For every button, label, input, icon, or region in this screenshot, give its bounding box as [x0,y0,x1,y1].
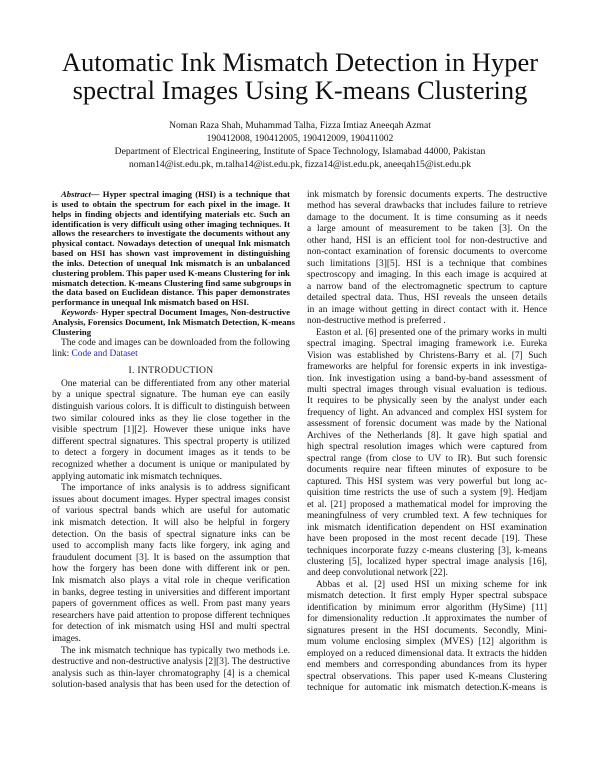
text-line: clustering [5], localized hyper spectral image analysis [16], [307,557,547,567]
text-line: such limitations [3][5]. HSI is a technique that combines [307,258,547,269]
abstract-line: the data based on Euclidean distance. This paper demonstrates [52,287,290,298]
abstract-line: helps in finding objects and identifying materials etc. Such an [52,208,290,219]
abstract-line: identification is very difficult using other imaging techniques. It [52,218,290,229]
section-heading-introduction: I. INTRODUCTION [128,364,214,376]
text-line: issues about document images. Hyper spectral images consist [52,494,290,505]
paragraph [52,646,290,692]
abstract-line: based on HSI has shown vast improvement in distinguishing [52,248,290,259]
text-line: assessment of forensic document was made by the National [307,419,547,430]
text-line: distinguish various colors. It is difficult to distinguish between [52,402,290,413]
right-column [307,190,547,695]
code-note-line: The code and images can be downloaded from the following [61,337,290,348]
text-line: papers of government offices as well. From past many years [52,599,290,610]
text-line: Easton et al. [6] presented one of the primary works in multi [316,327,547,338]
text-line: a narrow band of the electromagnetic spectrum to capture [307,281,547,292]
text-line: destructive and non-destructive analysis [2][3]. The destructive [52,657,290,668]
text-line: Archives of the Netherlands [8]. It gave high spatial and [307,430,547,441]
text-line: frameworks are helpful for forensic experts in ink investiga- [307,362,547,373]
text-line: signatures present in the HSI documents. Secondly, Mini- [307,625,547,636]
abstract-line: performance in unequal Ink mismatch based on HSI. [52,297,249,308]
text-line: non-contact examination of forensic documents to overcome [307,247,547,258]
text-line: images. [52,633,81,644]
text-line: multi spectral images through visual evaluation is tedious. [307,384,547,395]
text-line: techniques incorporate fuzzy c-means clustering [3], k-means [307,545,547,556]
text-line: Abbas et al. [2] used HSI un mixing scheme for ink [316,579,547,590]
text-line: tion. Ink investigation using a band-by-band assessment of [307,373,547,384]
paper-title [0,48,600,104]
abstract-line: the inks. Detection of unequal Ink mismatch is an unbalanced [52,257,290,268]
text-line: ink mismatch identification dependent on HSI examination [307,522,547,533]
title-line-2: spectral Images Using K-means Clustering [72,75,528,105]
text-line: used to accomplish many facts like forgery, ink aging and [52,541,290,552]
text-line: damage to the document. It is time consuming as it needs [307,212,547,223]
abstract-line: physical contact. Nowadays detection of unequal Ink mismatch [52,238,290,249]
abstract-label: Abstract— [61,189,100,199]
text-line: spectroscopy and imaging. In this each image is acquired at [307,270,547,281]
text-line: detailed spectral data. Thus, HSI reveals the unseen details [307,293,547,304]
text-line: applying automatic ink mismatch techniques. [52,471,223,482]
text-line: mismatch detection. It first emply Hyper spectral subspace [307,591,547,602]
code-note-link-line [52,349,290,361]
text-line: how the forgery has been done with different ink or pen. [52,564,290,575]
student-ids: 190412008, 190412005, 190412009, 190411002 [206,133,394,144]
text-line: non-destructive method is preferred . [307,316,446,327]
keywords-text: Hyper spectral Document Images, Non-destructive [98,307,290,318]
text-line: of various spectral bands which are useful for automatic [52,506,290,517]
text-line: fraudulent document [3]. It is based on the assumption that [52,552,290,563]
keywords [52,307,295,338]
text-line: to detect a forgery in document images as it tends to be [52,448,290,459]
text-line: spectral observations. This paper used K-means Clustering [307,671,547,682]
text-line: ink mismatch detection. It will also be helpful in forgery [52,517,290,528]
text-line: It requires to be physically seen by the analyst under each [307,396,547,407]
paragraph [307,190,547,328]
abstract-line: mismatch detection. K-means Clustering find same subgroups in [52,277,292,288]
text-line: recognized whether a document is unique or manipulated by [52,460,290,470]
paragraph [52,379,290,483]
text-line: by a unique spectral signature. The human eye can easily [52,390,290,401]
text-line: and deep convolutional network [22]. [307,568,448,579]
code-and-dataset-link[interactable]: Code and Dataset [71,349,138,360]
code-note-prefix: link: [52,349,72,360]
text-line: solution-based analysis that has been used for the detection of [52,680,290,691]
text-line: The importance of inks analysis is to address significant [61,483,290,494]
text-line: ink mismatch by forensic documents experts. The destructive [307,190,547,200]
abstract-line: is used to obtain the spectrum for each pixel in the image. It [52,198,290,209]
abstract-line: allows the researchers to investigate the documents without any [52,228,290,239]
text-line: visible spectrum [1][2]. However these unique inks have [52,425,290,436]
author-emails: noman14@ist.edu.pk, m.talha14@ist.edu.pk, fizza14@ist.edu.pk, aneeqah15@ist.edu.pk [128,159,471,170]
text-line: spectral range (from close to UV to IR). But such forensic [307,453,547,464]
keywords-line: Analysis, Forensics Document, Ink Mismatch Detection, K-means [52,316,295,327]
text-line: technique for automatic ink mismatch detection.K-means is [307,683,547,694]
paragraph [307,580,547,695]
text-line: et al. [21] proposed a mathematical model for improving the [307,499,547,510]
paragraph [307,328,547,580]
text-line: two similar coloured inks as they lie close together in the [52,413,290,424]
text-line: identification by minimum error algorithm (HySime) [11] [307,602,547,613]
text-line: Vision was established by Christens-Barry et al. [7] Such [307,350,547,361]
text-line: a large amount of measurement to be taken [3]. On the [307,224,547,235]
text-line: different spectral signatures. This spectral property is utilized [52,436,290,447]
text-line: analysis such as thin-layer chromatography [4] is a chemical [52,668,290,679]
text-line: One material can be differentiated from any other material [61,378,290,389]
introduction-body-left [52,379,290,692]
text-line: end members and corresponding abundances from its hyper [307,660,547,671]
text-line: in an image without getting in direct contact with it. Hence [307,304,547,315]
author-names: Noman Raza Shah, Muhammad Talha, Fizza Imtiaz Aneeqah Azmat [169,120,431,131]
abstract-line: clustering problem. This paper used K-means Clustering for ink [52,267,290,278]
abstract [52,190,290,308]
text-line: employed on a reduced dimensional data. It extracts the hidden [307,648,547,659]
text-line: high spectral resolution images which were captured from [307,442,547,453]
keywords-line: Clustering [52,326,92,337]
text-line: detection. On the basis of spectral signature inks can be [52,529,290,540]
keywords-label: Keywords- [61,307,99,318]
text-line: meaningfulness of very crumbled text. A few techniques for [307,511,547,522]
abstract-text: Hyper spectral imaging (HSI) is a technique that [99,189,290,199]
text-line: mum volume enclosing simplex (MVES) [12] algorithm is [307,637,547,648]
affiliation: Department of Electrical Engineering, Institute of Space Technology, Islamabad 44000, Pakistan [114,146,486,157]
text-line: frequency of light. An advanced and complex HSI system for [307,407,547,418]
text-line: documents require near fifteen minutes of exposure to be [307,465,547,476]
text-line: method has several drawbacks that includes failure to retrieve [307,201,547,212]
text-line: have been proposed in the most recent decade [19]. These [307,534,547,545]
code-note [52,338,290,361]
title-line-1: Automatic Ink Mismatch Detection in Hyper [61,47,539,77]
text-line: in banks, degree testing in universities and different important [52,587,290,598]
text-line: researchers have paid attention to propose different techniques [52,610,290,621]
text-line: Ink mismatch also plays a vital role in cheque verification [52,575,290,586]
text-line: The ink mismatch technique has typically two methods i.e. [61,645,290,656]
text-line: for dimensionality reduction .It approximates the number of [307,614,547,625]
introduction-body-right [307,190,547,695]
author-block [0,119,600,171]
text-line: captured. This HSI system was very powerful but long ac- [307,476,547,487]
paragraph [52,483,290,645]
text-line: quisition time restricts the use of such a system [9]. Hedjam [307,488,547,499]
left-column [52,189,295,692]
text-line: spectral imaging. Spectral imaging framework i.e. Eureka [307,339,547,350]
text-line: other hand, HSI is an efficient tool for non-destructive and [307,235,547,246]
text-line: for detection of ink mismatch using HSI and multi spectral [52,622,290,633]
